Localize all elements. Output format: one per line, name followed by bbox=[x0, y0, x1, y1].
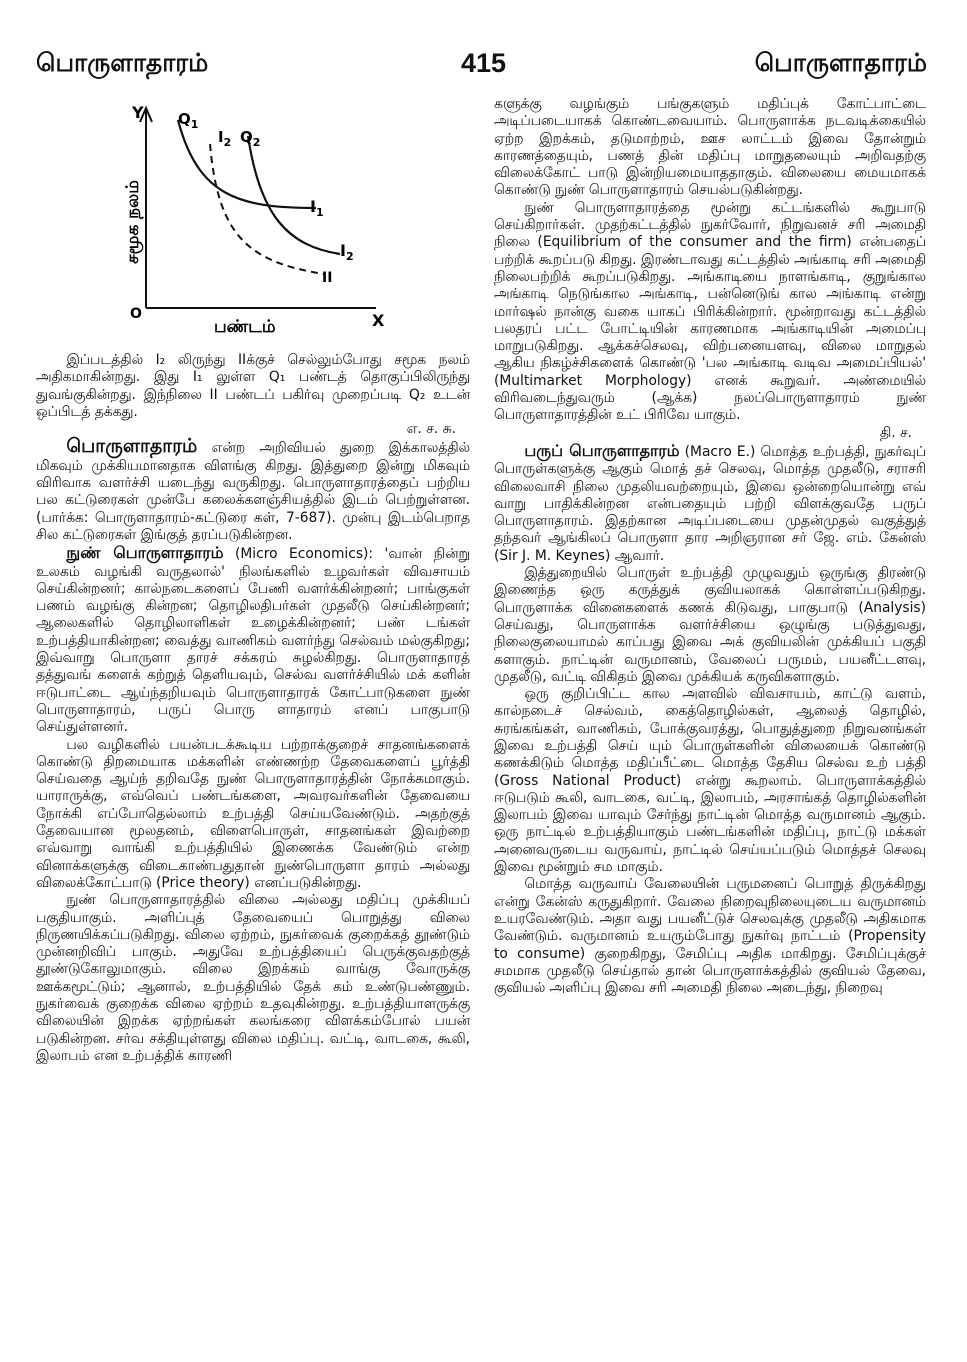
paragraph: ஒரு குறிப்பிட்ட கால அளவில் விவசாயம், காட்டு வளம், கால்நடைச் செல்வம், கைத்தொழில்கள், ஆலைத் தொழில், சுரங்கங்கள், வாணிகம், போக்குவரத்து, பொதுத்துறை நிறுவனங்கள் இவை உற்பத்தி செய் யும் பொருள்களின் விலையைக் கொண்டு கணக்கிடும் மொத்த மதிப்பீட்டை மொத்த தேசிய செல்வ உற் பத்தி (Gross National Product) என்று கூறலாம். பொருளாக்கத்தில் ஈடுபடும் கூலி, வாடகை, வட்டி, இலாபம், அரசாங்கத் தொழில்களின் இலாபம் இவை யாவும் சேர்ந்து நாட்டின் மொத்த வருமானம் ஆகும். ஒரு நாட்டில் உற்பத்தியாகும் பண்டங்களின் மதிப்பு, நாட்டு மக்கள் அனைவருடைய வருவாய், நாட்டில் செய்யப்படும் மொத்தச் செலவு இவை மூன்றும் சம மாகும். bbox=[494, 686, 926, 876]
paragraph: மொத்த வருவாய் வேலையின் பருமனைப் பொறுத் திருக்கிறது என்று கேன்ஸ் கருதுகிறார். வேலை நிறைவுநிலையுடைய வருமானம் உயரவேண்டும். அதா வது பயனீட்டுச் செலவுக்கு முதலீடு அதிகமாக வேண்டும். வருமானம் உயரும்போது நுகர்வு நாட்டம் (Propensity to consume) குறைகிறது, சேமிப்பு அதிக மாகிறது. சேமிப்புக்குச் சமமாக முதலீடு செய்தால் தான் பொருளாக்கத்தில் குவியல் தேவை, குவியல் அளிப்பு இவை சரி அமைதி நிலை அடைந்து, நிறைவு bbox=[494, 876, 926, 997]
x-axis-letter: X bbox=[372, 311, 385, 330]
curve-ii-label: II bbox=[322, 270, 333, 286]
paragraph: பருப் பொருளாதாரம் (Macro E.) மொத்த உற்பத்தி, நுகர்வுப் பொருள்களுக்கு ஆகும் மொத் தச் செலவு, மொத்த முதலீடு, சராசரி விலைவாசி நிலை முதலியவற்றையும், இவை ஒன்றையொன்று எவ் வாறு பாதிக்கின்றன என்பதையும் பற்றி விளக்குவதே பருப் பொருளாதாரம். இதற்கான அடிப்படையை முதன்முதல் வகுத்துத் தந்தவர் ஆங்கிலப் பொருளா தார அறிஞரான சர் ஜே. எம். கேன்ஸ் (Sir J. M. Keynes) ஆவார். bbox=[494, 440, 926, 564]
paragraph: பொருளாதாரம் என்ற அறிவியல் துறை இக்காலத்தில் மிகவும் முக்கியமானதாக விளங்கு கிறது. இத்துறை இன்று மிகவும் விரிவாக வளர்ச்சி யடைந்து வருகிறது. பொருளாதாரத்தைப் பற்றிய பல கட்டுரைகள் முன்பே கலைக்களஞ்சியத்தில் இடம் பெற்றுள்ளன. (பார்க்க: பொருளாதாரம்-கட்டுரை கள், 7-687). முன்பு இடம்பெறாத சில கட்டுரைகள் இங்குத் தரப்படுகின்றன. bbox=[36, 435, 470, 543]
y-axis-label: சமூக நலம் bbox=[123, 180, 143, 264]
right-column bbox=[494, 96, 926, 997]
figure-caption: இப்படத்தில் I₂ லிருந்து IIக்குச் செல்லும்போது சமூக நலம் அதிகமாகின்றது. இது I₁ லுள்ள Q₁ பண்டத் தொகுப்பிலிருந்து துவங்குகின்றது. இந்நிலை II பண்டப் பகிர்வு முறைப்படி Q₂ உடன் ஒப்பிடத் தக்கது. எ. ச. சு. bbox=[36, 352, 470, 438]
section-heading-micro: நுண் பொருளாதாரம் bbox=[66, 543, 224, 563]
paragraph: நுண் பொருளாதாரம் (Micro Economics): 'வான் நின்று உலகம் வழங்கி வருதலால்' நிலங்களில் உழவர்கள் விவசாயம் செய்கின்றனர்; கால்நடைகளைப் பேணி வளர்க்கின்றனர்; பாங்குகள் பணம் வழங்கு கின்றன; தொழிலதிபர்கள் முதலீடு செய்கின்றனர்; ஆலைகளில் தொழிலாளிகள் உழைக்கின்றனர்; பண் டங்கள் உற்பத்தியாகின்றன; வைத்து வாணிகம் வளர்ந்து செல்வம் மல்குகிறது; இவ்வாறு பொருளா தாரச் சக்கரம் சுழல்கிறது. பொருளாதாரத் தத்துவங் களைக் கற்றுத் தெளியவும், செல்வ வளர்ச்சியில் மக் களின் ஈடுபாட்டை ஆய்ந்தறியவும் பொருளாதாரக் கோட்பாடுகளை நுண் பொருளாதாரம், பருப் பொரு ளாதாரம் எனப் பாகுபாடு செய்துள்ளனர். bbox=[36, 543, 470, 736]
left-column bbox=[36, 352, 470, 1065]
page-number: 415 bbox=[460, 48, 507, 78]
x-axis-label: பண்டம் bbox=[214, 317, 276, 337]
paragraph-signature: தி. ச. bbox=[879, 424, 912, 441]
paragraph: நுண் பொருளாதாரத்தை மூன்று கட்டங்களில் கூறுபாடு செய்கிறார்கள். முதற்கட்டத்தில் நுகர்வோர், நிறுவனச் சரி அமைதி நிலை (Equilibrium of the consumer and the firm) என்பதைப் பற்றிக் கூறப்படு கிறது. இரண்டாவது கட்டத்தில் அங்காடி சரி அமைதி நிலைபற்றிக் கூறப்படுகிறது. அங்காடியை நாளங்காடி, குறுங்கால அங்காடி நெடுங்கால அங்காடி, பன்னெடுங் கால அங்காடி என்று மார்ஷல் நான்கு வகை யாகப் பிரிக்கின்றார். மூன்றாவது கட்டத்தில் பலதரப் பட்ட போட்டியின் காரணமாக அங்காடியின் அமைப்பு மாறுபடுகிறது. ஆக்கச்செலவு, விற்பனையளவு, விலை மாறுதல் ஆகிய நிகழ்ச்சிகளைக் கொண்டு 'பல அங்காடி வடிவ அமைப்பியல்' (Multimarket Morphology) எனக் கூறுவர். அண்மையில் விரிவடைந்துவரும் (ஆக்க) நலப்பொருளாதாரம் நுண் பொருளாதாரத்தின் உட் பிரிவே யாகும். தி. ச. bbox=[494, 199, 926, 441]
curve-i1-label: $I_1$ bbox=[310, 197, 324, 219]
curve-q2-label: $Q_2$ bbox=[240, 128, 261, 149]
curve-i2-top-label: $I_2$ bbox=[218, 128, 232, 149]
paragraph: களுக்கு வழங்கும் பங்குகளும் மதிப்புக் கோட்பாட்டை அடிப்படையாகக் கொண்டவையாம். பொருளாக்க நடவடிக்கையில் ஏற்ற இறக்கம், தடுமாற்றம், ஊச லாட்டம் இவை தோன்றும் காரணத்தையும், பணத் தின் மதிப்பு மாறுதலையும் அறிவதற்கு விலைக்கோட் பாடு இன்றியமையாததாகும். விலையை மையமாகக் கொண்டு நுண் பொருளாதாரம் செயல்படுகின்றது. bbox=[494, 96, 926, 199]
header-left: பொருளாதாரம் bbox=[36, 48, 209, 77]
y-axis-letter: Y bbox=[132, 103, 144, 122]
header-right: பொருளாதாரம் bbox=[754, 48, 927, 77]
curve-q1-label: $Q_1$ bbox=[178, 110, 199, 131]
curve-i2-label: $I_2$ bbox=[340, 241, 354, 263]
curve-i2 bbox=[248, 136, 340, 254]
indifference-curve-figure bbox=[118, 96, 398, 338]
caption-signature: எ. ச. சு. bbox=[406, 421, 456, 438]
section-heading-macro: பருப் பொருளாதாரம் bbox=[524, 440, 680, 460]
origin-label: O bbox=[130, 306, 142, 322]
section-heading-economics: பொருளாதாரம் bbox=[66, 435, 198, 458]
paragraph: இத்துறையில் பொருள் உற்பத்தி முழுவதும் ஒருங்கு திரண்டு இணைந்த ஒரு கருத்துக் குவியலாகக் கொள்ளப்படுகிறது. பொருளாக்க வினைகளைக் கணக் கிடுவது, பாகுபாடு (Analysis) செய்வது, பொருளாக்க வளர்ச்சியை ஒழுங்கு படுத்துவது, நிலைகுலையாமல் காப்பது இவை அக் குவியலின் முக்கியப் பகுதி களாகும். நாட்டின் வருமானம், வேலைப் பருமம், பயனீட்டளவு, முதலீடு, வட்டி விகிதம் இவை முக்கியக் கருவிகளாகும். bbox=[494, 565, 926, 685]
paragraph: நுண் பொருளாதாரத்தில் விலை அல்லது மதிப்பு முக்கியப் பகுதியாகும். அளிப்புத் தேவையைப் பொறுத்து விலை நிருணயிக்கப்படுகிறது. விலை ஏற்றம், நுகர்வைக் குறைக்கத் தூண்டும் முன்னறிவிப் பாகும். அதுவே உற்பத்தியைப் பெருக்குவதற்குத் தூண்டுகோலுமாகும். விலை இறக்கம் வாங்கு வோருக்கு ஊக்கமூட்டும்; ஆனால், உற்பத்தியில் தேக் கம் உண்டுபண்ணும். நுகர்வைக் குறைக்க விலை ஏற்றம் உதவுகின்றது. உற்பத்தியாளருக்கு விலையின் இறக்க ஏற்றங்கள் கலங்கரை விளக்கம்போல் பயன் படுகின்றன. சர்வ சக்தியுள்ளது விலை மதிப்பு. வட்டி, வாடகை, கூலி, இலாபம் என உற்பத்திக் காரணி bbox=[36, 892, 470, 1064]
paragraph: பல வழிகளில் பயன்படக்கூடிய பற்றாக்குறைச் சாதனங்களைக் கொண்டு திறமையாக மக்களின் எண்ணற்ற தேவைகளைப் பூர்த்தி செய்வதை ஆய்ந் தறிவதே நுண் பொருளாதாரத்தின் நோக்கமாகும். யாராருக்கு, எவ்வெப் பண்டங்களை, அவரவர்களின் தேவையை நோக்கி எப்போதெல்லாம் உற்பத்தி செய்யவேண்டும். அதற்குத் தேவையான மூலதனம், விளைபொருள், சாதனங்கள் இவற்றை எவ்வாறு வாங்கி உற்பத்தியில் இணைக்க வேண்டும் என்ற வினாக்களுக்கு விடைகாண்பதுதான் நுண்பொருளா தாரம் அல்லது விலைக்கோட்பாடு (Price theory) எனப்படுகின்றது. bbox=[36, 736, 470, 891]
